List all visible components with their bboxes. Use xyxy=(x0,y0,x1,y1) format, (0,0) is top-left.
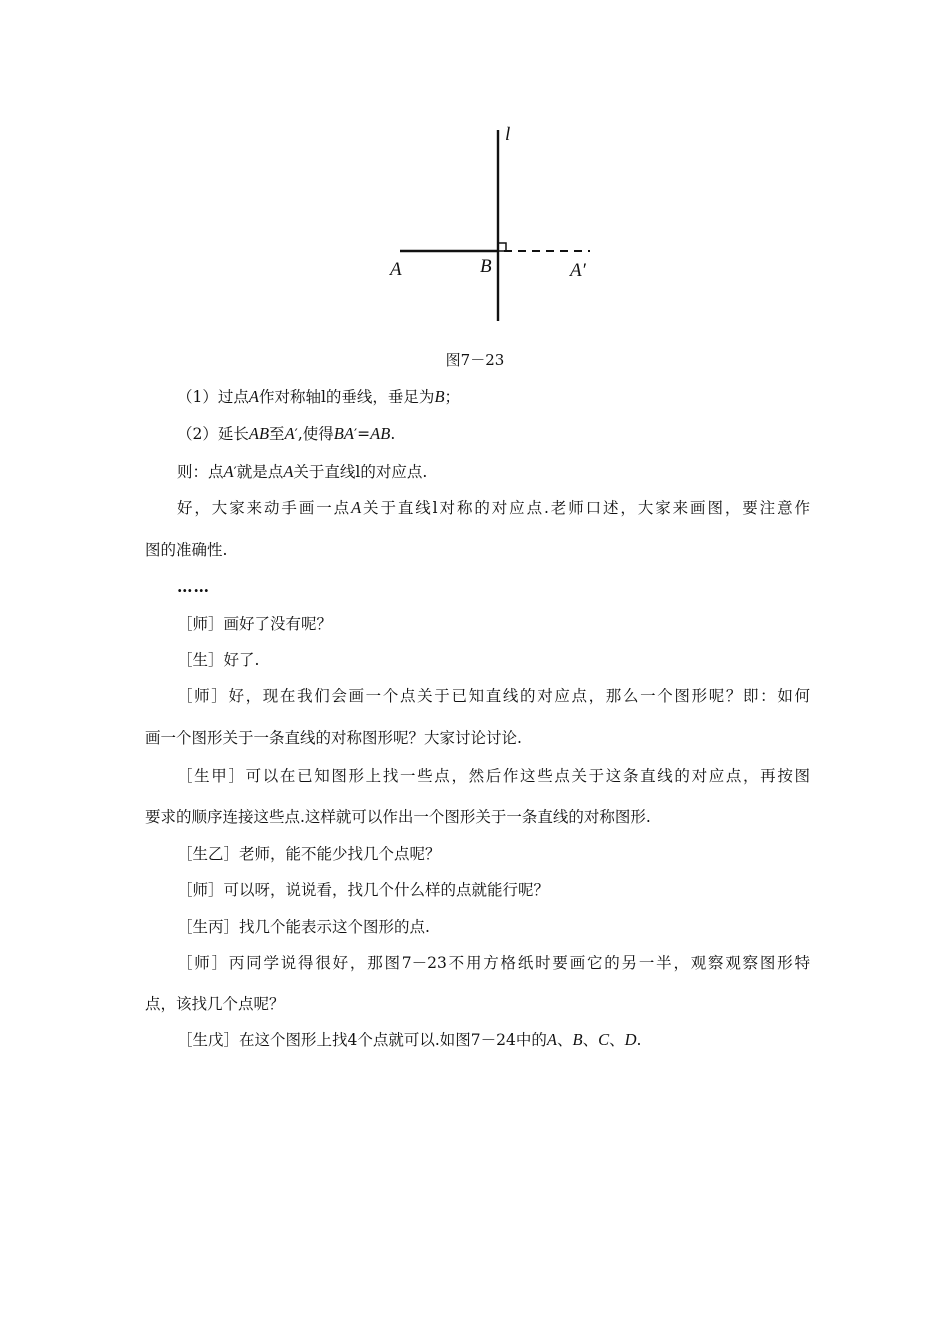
text: = xyxy=(357,425,371,443)
text: ； xyxy=(444,388,461,406)
prime-mark: ′ xyxy=(233,465,237,481)
right-angle-mark xyxy=(498,243,506,251)
dialogue-teacher-4-line-2: 点，该找几个点呢？ xyxy=(145,995,285,1013)
point-a: A xyxy=(283,462,294,481)
text: （1）过点 xyxy=(177,388,249,406)
text: 关于直线l对称的对应点.老师口述，大家来画图，要注意作 xyxy=(361,499,810,517)
point-d: D xyxy=(624,1030,637,1049)
dialogue-teacher-1: ［师］画好了没有呢？ xyxy=(177,615,333,633)
perpendicular-diagram xyxy=(380,118,610,328)
text: 好，大家来动手画一点 xyxy=(177,499,352,517)
point-b: B xyxy=(434,387,445,406)
label-b: B xyxy=(480,256,492,277)
figure-7-23 xyxy=(380,118,610,328)
step-3 xyxy=(145,462,810,483)
text: ,使得 xyxy=(297,425,334,443)
step-1 xyxy=(145,387,810,407)
figure-caption: 图7－23 xyxy=(445,351,505,369)
text: 关于直线l的对应点. xyxy=(293,463,428,481)
prime-mark: ′ xyxy=(294,427,298,443)
point-a-prime: A xyxy=(284,424,295,443)
dialogue-teacher-2-line-2: 画一个图形关于一条直线的对称图形呢？大家讨论讨论. xyxy=(145,729,522,747)
prime-mark: ′ xyxy=(353,427,358,443)
dialogue-student-yi: ［生乙］老师，能不能少找几个点呢？ xyxy=(177,845,441,863)
point-a: A xyxy=(546,1030,557,1049)
dialogue-student-jia-line-2: 要求的顺序连接这些点.这样就可以作出一个图形关于一条直线的对称图形. xyxy=(145,808,651,826)
text: ［生戊］在这个图形上找4个点就可以.如图7－24中的 xyxy=(177,1031,547,1049)
text: 则：点 xyxy=(177,463,224,481)
ellipsis: …… xyxy=(177,577,210,596)
segment-ab-text: AB xyxy=(248,424,270,443)
segment-ba-text: BA xyxy=(333,424,354,443)
label-a-prime: A′ xyxy=(570,260,586,281)
text: 、 xyxy=(556,1031,573,1049)
point-b: B xyxy=(572,1030,583,1049)
dialogue-student-jia-line-1: ［生甲］可以在已知图形上找一些点，然后作这些点关于这条直线的对应点，再按图 xyxy=(177,767,810,785)
dialogue-student-wu xyxy=(145,1030,810,1050)
dialogue-teacher-2-line-1: ［师］好，现在我们会画一个点关于已知直线的对应点，那么一个图形呢？即：如何 xyxy=(177,687,810,705)
point-c: C xyxy=(598,1030,610,1049)
point-a: A xyxy=(351,498,362,517)
text: （2）延长 xyxy=(177,425,249,443)
label-l: l xyxy=(505,124,511,145)
step-2 xyxy=(145,424,810,445)
text: 、 xyxy=(582,1031,599,1049)
text: 就是点 xyxy=(236,463,284,481)
text: 至 xyxy=(269,425,285,443)
point-a: A xyxy=(248,387,259,406)
text: . xyxy=(636,1031,642,1049)
segment-ab-text: AB xyxy=(370,424,391,443)
dialogue-student-bing: ［生丙］找几个能表示这个图形的点. xyxy=(177,918,430,936)
point-a-prime: A xyxy=(223,462,234,481)
dialogue-student-1: ［生］好了. xyxy=(177,651,260,669)
text: . xyxy=(390,425,396,443)
dialogue-teacher-4-line-1: ［师］丙同学说得很好，那图7－23不用方格纸时要画它的另一半，观察观察图形特 xyxy=(177,954,810,972)
dialogue-teacher-3: ［师］可以呀，说说看，找几个什么样的点就能行呢？ xyxy=(177,881,550,899)
text: 、 xyxy=(609,1031,625,1049)
paragraph-1-line-1 xyxy=(145,498,810,518)
paragraph-1-line-2: 图的准确性. xyxy=(145,541,228,559)
label-a: A xyxy=(390,259,402,280)
text: 作对称轴l的垂线，垂足为 xyxy=(258,388,435,406)
